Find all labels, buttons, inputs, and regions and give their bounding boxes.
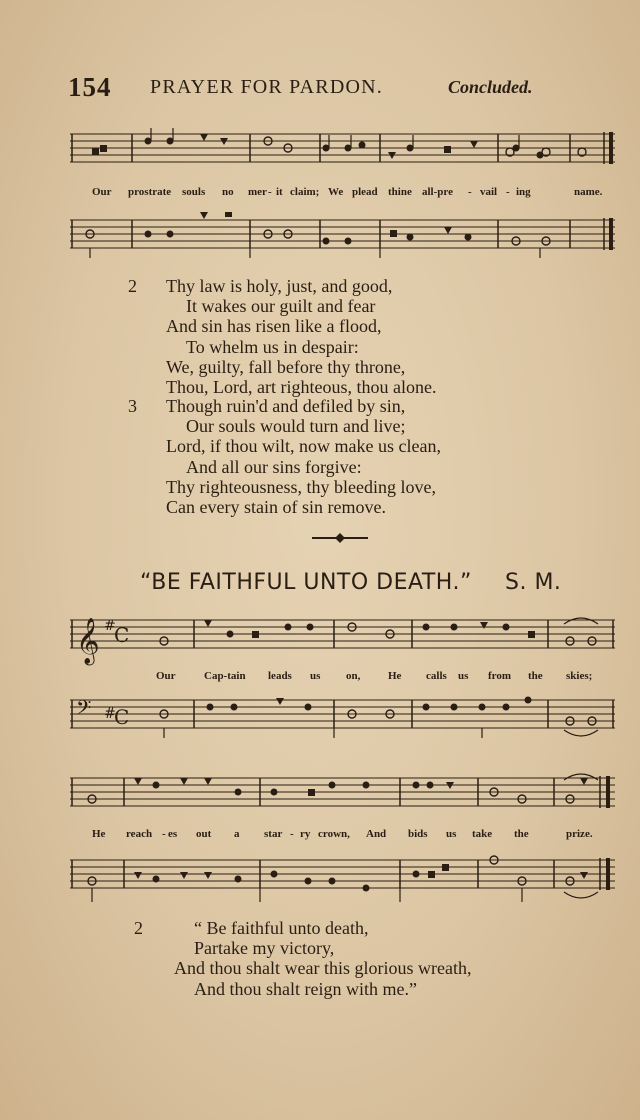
lyric-syllable: He xyxy=(388,670,402,682)
stanza-3 xyxy=(128,396,598,520)
music-staff-treble-1 xyxy=(70,128,615,168)
lyric-syllable: take xyxy=(472,828,493,840)
lyric-syllable: calls xyxy=(426,670,447,682)
lyric-syllable: - xyxy=(290,828,294,840)
verse-line: And thou shalt wear this glorious wreath, xyxy=(174,958,472,979)
music-staff-bass-2 xyxy=(70,688,615,728)
fermata-icon xyxy=(564,618,598,624)
music-staff-bass-3 xyxy=(70,848,615,888)
fermata-icon xyxy=(564,892,598,898)
staff-lines xyxy=(70,768,615,824)
stanza-lines xyxy=(174,918,471,999)
lyric-syllable: souls xyxy=(182,186,206,198)
music-staff-treble-3 xyxy=(70,768,615,808)
verse-line: Thou, Lord, art righteous, thou alone. xyxy=(166,377,437,398)
lyric-syllable: star xyxy=(264,828,283,840)
verse-line: Lord, if thou wilt, now make us clean, xyxy=(166,436,441,457)
lyric-syllable: ry xyxy=(300,828,311,840)
lyric-syllable: - xyxy=(468,186,472,198)
verse-line: Partake my victory, xyxy=(194,938,335,959)
music-staff-treble-2 xyxy=(70,610,615,664)
staff-lines xyxy=(70,848,615,914)
verse-line: We, guilty, fall before thy throne, xyxy=(166,356,406,377)
bass-clef-icon: 𝄢 xyxy=(76,696,92,724)
page-header xyxy=(68,72,588,106)
hymn-title-text: “BE FAITHFUL UNTO DEATH.” xyxy=(140,570,472,595)
lyric-syllable: us xyxy=(458,670,469,682)
staff-lines xyxy=(70,212,615,260)
lyric-syllable: Our xyxy=(156,670,176,682)
staff-lines xyxy=(70,688,615,750)
lyric-syllable: Cap-tain xyxy=(204,670,246,682)
page-number: 154 xyxy=(68,72,112,102)
stanza-number: 3 xyxy=(128,396,137,416)
sharp-icon: # xyxy=(104,618,116,634)
verse-line: Our souls would turn and live; xyxy=(186,416,406,437)
lyric-syllable: ing xyxy=(516,186,531,198)
lyric-syllable: claim; xyxy=(290,186,320,198)
stanza-lines xyxy=(166,276,436,397)
verse-line: To whelm us in despair: xyxy=(186,336,359,357)
lyric-syllable: a xyxy=(234,828,240,840)
lyric-syllable: name. xyxy=(574,186,603,198)
lyric-syllable: leads xyxy=(268,670,292,682)
stanza-number: 2 xyxy=(134,918,143,938)
lyric-syllable: us xyxy=(446,828,457,840)
sharp-icon: # xyxy=(104,706,116,722)
lyric-syllable: He xyxy=(92,828,106,840)
hymn-title xyxy=(140,570,580,600)
verse-line: And thou shalt reign with me.” xyxy=(194,978,417,999)
music-staff-bass-1 xyxy=(70,212,615,252)
fermata-icon xyxy=(564,730,598,736)
verse-line: And sin has risen like a flood, xyxy=(166,316,382,337)
verse-line: Thy righteousness, thy bleeding love, xyxy=(166,476,436,497)
verse-line: And all our sins forgive: xyxy=(186,456,362,477)
lyric-syllable: prostrate xyxy=(128,186,172,198)
lyric-syllable: thine xyxy=(388,186,412,198)
stanza-lines xyxy=(166,396,441,517)
lyric-syllable: reach xyxy=(126,828,153,840)
lyric-syllable: prize. xyxy=(566,828,593,840)
verse-line: It wakes our guilt and fear xyxy=(186,296,376,317)
lyric-syllable: vail xyxy=(480,186,498,198)
lyric-syllable: skies; xyxy=(566,670,593,682)
lyric-syllable: And xyxy=(366,828,387,840)
common-time-icon: C xyxy=(114,623,130,647)
stanza-number: 2 xyxy=(128,276,137,296)
verse-line: “ Be faithful unto death, xyxy=(194,918,369,938)
hymn-meter: S. M. xyxy=(505,570,562,595)
lyric-syllable: crown, xyxy=(318,828,350,840)
lyric-syllable: bids xyxy=(408,828,428,840)
lyric-syllable: - xyxy=(162,828,166,840)
lyrics-hymn-line-1 xyxy=(70,670,615,688)
common-time-icon: C xyxy=(114,705,130,729)
ornament-divider xyxy=(300,530,380,546)
lyric-syllable: es xyxy=(168,828,178,840)
running-subtitle: Concluded. xyxy=(448,77,533,97)
staff-lines xyxy=(70,610,615,666)
lyric-syllable: the xyxy=(514,828,529,840)
lyric-syllable: plead xyxy=(352,186,378,198)
lyric-syllable: the xyxy=(528,670,543,682)
lyric-syllable: - xyxy=(506,186,510,198)
lyrics-hymn-line-2 xyxy=(70,828,615,846)
stanza-2 xyxy=(128,276,598,400)
lyric-syllable: all-pre xyxy=(422,186,453,198)
hymn-verse-2 xyxy=(134,918,604,1002)
lyric-syllable: on, xyxy=(346,670,361,682)
lyric-syllable: it xyxy=(276,186,283,198)
verse-line: Thy law is holy, just, and good, xyxy=(166,276,393,296)
staff-lines xyxy=(70,128,615,168)
lyric-syllable: out xyxy=(196,828,212,840)
lyric-syllable: from xyxy=(488,670,512,682)
lyric-syllable: We xyxy=(328,186,344,198)
verse-line: Though ruin'd and defiled by sin, xyxy=(166,396,406,416)
lyric-syllable: - xyxy=(268,186,272,198)
lyrics-tune-1 xyxy=(70,186,615,204)
running-title: PRAYER FOR PARDON. xyxy=(150,76,383,98)
lyric-syllable: mer xyxy=(248,186,267,198)
lyric-syllable: no xyxy=(222,186,234,198)
lyric-syllable: Our xyxy=(92,186,112,198)
treble-clef-icon: 𝄞 xyxy=(76,618,100,664)
lyric-syllable: us xyxy=(310,670,321,682)
verse-line: Can every stain of sin remove. xyxy=(166,497,386,518)
